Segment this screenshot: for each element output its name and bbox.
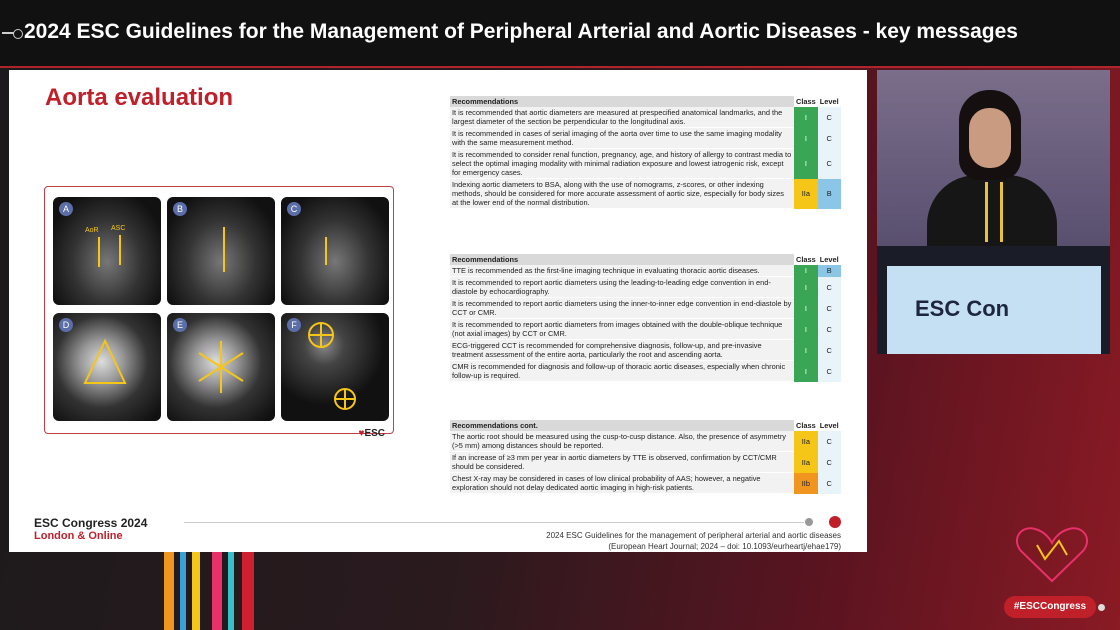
- table-row: ECG-triggered CCT is recommended for comprehensive diagnosis, follow-up, and pre-invasive treatment assessment of the entire aorta, particularly the root and ascending aorta. I C: [450, 340, 841, 361]
- progress-dot-active: [829, 516, 841, 528]
- page-title: 2024 ESC Guidelines for the Management of Peripheral Arterial and Aortic Diseases - key messages: [24, 20, 1018, 43]
- image-label: A: [59, 202, 73, 216]
- table-row: CMR is recommended for diagnosis and follow-up of thoracic aortic diseases, especially when chronic follow-up is required. I C: [450, 361, 841, 382]
- citation-line: (European Heart Journal; 2024 – doi: 10.1093/eurheartj/ehae179): [608, 542, 841, 551]
- table-row: It is recommended to report aortic diameters using the leading-to-leading edge convention in end-diastole by echocardiography. I C: [450, 277, 841, 298]
- table-row: It is recommended in cases of serial imaging of the aorta over time to use the same imaging modality with the same measurement method. I C: [450, 128, 841, 149]
- citation-line: 2024 ESC Guidelines for the management of peripheral arterial and aortic diseases: [546, 531, 841, 540]
- image-label: E: [173, 318, 187, 332]
- decorative-stripes: [150, 552, 270, 630]
- table-header: Recommendations: [450, 254, 794, 265]
- recommendations-table-1: [450, 96, 841, 209]
- congress-footer: [34, 516, 147, 542]
- level-header: Level: [819, 255, 839, 264]
- congress-location: London & Online: [34, 530, 123, 542]
- measure-line: [223, 227, 225, 272]
- image-d: [53, 313, 161, 421]
- table-row: Chest X-ray may be considered in cases of low clinical probability of AAS; however, a negative exploration should not delay dedicated aortic imaging in high-risk patients. IIb C: [450, 473, 841, 494]
- image-c: [281, 197, 389, 305]
- class-header: Class: [796, 421, 816, 430]
- table-header: Recommendations: [450, 96, 794, 107]
- table-row: It is recommended to report aortic diameters from images obtained with the double-oblique technique (not axial images) by CCT or CMR. I C: [450, 319, 841, 340]
- slide-title: Aorta evaluation: [45, 84, 234, 111]
- table-row: It is recommended that aortic diameters are measured at prespecified anatomical landmarks, and the largest diameter of the section be perpendicular to the longitudinal axis. I C: [450, 107, 841, 128]
- imaging-panel: [44, 186, 394, 439]
- image-label: F: [287, 318, 301, 332]
- table-row: It is recommended to report aortic diameters using the inner-to-inner edge convention in end-diastole by CCT or CMR. I C: [450, 298, 841, 319]
- table-row: It is recommended to consider renal function, pregnancy, age, and history of allergy to contrast media to select the optimal imaging modality with minimal radiation exposure and lowest iatrogenic risk, except for emergency cases. I C: [450, 149, 841, 179]
- level-header: Level: [819, 421, 839, 430]
- podium-screen-text: ESC Con: [915, 296, 1010, 321]
- table-header: Recommendations cont.: [450, 420, 794, 431]
- image-label: B: [173, 202, 187, 216]
- speaker-video: [877, 70, 1110, 354]
- table-row: TTE is recommended as the first-line imaging technique in evaluating thoracic aortic diseases. I B: [450, 265, 841, 277]
- level-header: Level: [819, 97, 839, 106]
- image-label: D: [59, 318, 73, 332]
- measure-line: [325, 237, 327, 265]
- annotation-aor: AoR: [85, 227, 99, 234]
- measure-line: [98, 237, 100, 267]
- esc-heart-icon: [1015, 525, 1089, 583]
- star-overlay: [167, 313, 275, 421]
- recommendations-table-2: [450, 254, 841, 382]
- table-row: Indexing aortic diameters to BSA, along with the use of nomograms, z-scores, or other indexing methods, should be considered for more accurate assessment of aortic size, especially for body sizes at the lower end of the normal distribution. IIa B: [450, 179, 841, 209]
- hashtag-dot: [1098, 604, 1105, 611]
- crosshair-overlay: [281, 313, 389, 421]
- measure-line: [119, 235, 121, 265]
- image-f: [281, 313, 389, 421]
- class-header: Class: [796, 255, 816, 264]
- citation: [546, 530, 841, 552]
- recommendations-table-3: [450, 420, 841, 494]
- presentation-slide: [9, 70, 867, 552]
- progress-dot: [805, 518, 813, 526]
- podium-screen: [887, 266, 1101, 354]
- footer-progress-line: [184, 522, 804, 523]
- class-header: Class: [796, 97, 816, 106]
- image-e: [167, 313, 275, 421]
- annotation-asc: ASC: [111, 225, 126, 232]
- triangle-overlay: [53, 313, 161, 421]
- table-row: The aortic root should be measured using the cusp-to-cusp distance. Also, the presence of asymmetry (>5 mm) among distances should be reported. IIa C: [450, 431, 841, 452]
- image-b: [167, 197, 275, 305]
- esc-logo: ♥ESC: [358, 428, 385, 439]
- title-bullet-icon: [2, 32, 20, 34]
- table-row: If an increase of ≥3 mm per year in aortic diameters by TTE is observed, confirmation by CCT/CMR should be considered. IIa C: [450, 452, 841, 473]
- congress-name: ESC Congress 2024: [34, 516, 148, 530]
- image-label: C: [287, 202, 301, 216]
- image-a: [53, 197, 161, 305]
- title-underline: [0, 66, 1120, 68]
- hashtag-badge: #ESCCongress: [1004, 596, 1096, 618]
